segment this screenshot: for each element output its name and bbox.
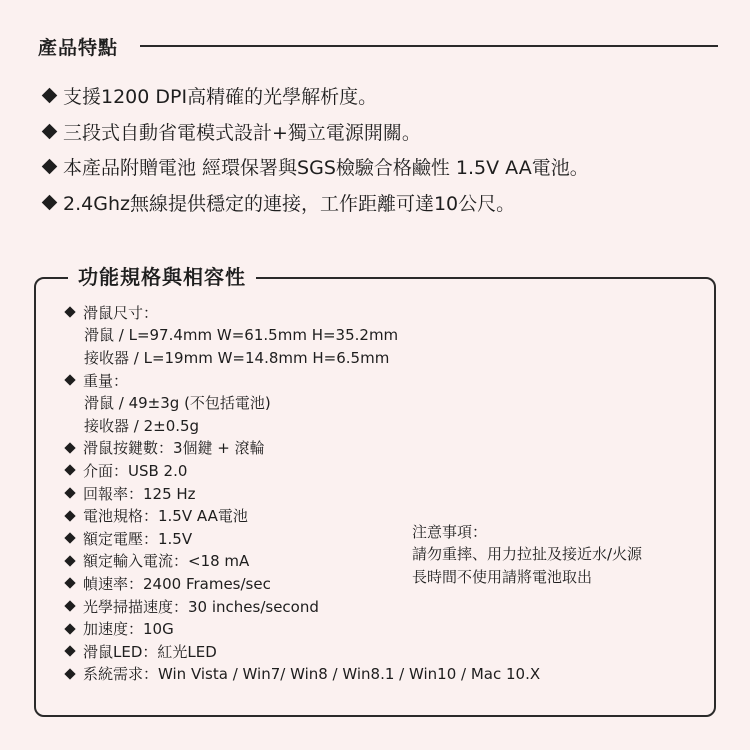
spec-row xyxy=(64,391,404,414)
spec-text: 滑鼠按鍵數：3個鍵 + 滾輪 xyxy=(83,439,265,458)
caution-title: 注意事項： xyxy=(412,522,488,541)
spec-text: 幀速率：2400 Frames/sec xyxy=(83,574,271,593)
feature-text: 支援1200 DPI高精確的光學解析度。 xyxy=(63,86,378,109)
spec-row xyxy=(64,595,404,618)
diamond-bullet-icon xyxy=(64,307,75,318)
diamond-bullet-icon xyxy=(42,159,58,175)
spec-panel xyxy=(34,265,716,717)
spec-text: 接收器 / L=19mm W=14.8mm H=6.5mm xyxy=(84,348,390,367)
diamond-bullet-icon xyxy=(42,194,58,210)
spec-text: 系統需求：Win Vista / Win7/ Win8 / Win8.1 / Win10 / Mac 10.X xyxy=(83,665,541,684)
spec-text: 接收器 / 2±0.5g xyxy=(84,416,200,435)
spec-row xyxy=(64,527,404,550)
spec-text: 介面：USB 2.0 xyxy=(83,461,188,480)
diamond-bullet-icon xyxy=(64,600,75,611)
caution-line: 請勿重摔、用力拉扯及接近水/火源 xyxy=(412,545,643,564)
spec-row xyxy=(64,324,404,347)
diamond-bullet-icon xyxy=(64,442,75,453)
spec-row xyxy=(64,572,404,595)
spec-text: 滑鼠LED：紅光LED xyxy=(83,642,217,661)
diamond-bullet-icon xyxy=(64,510,75,521)
caution-note xyxy=(412,520,712,588)
spec-text: 重量： xyxy=(83,371,129,390)
spec-row xyxy=(64,459,404,482)
spec-text: 電池規格：1.5V AA電池 xyxy=(83,507,248,526)
diamond-bullet-icon xyxy=(64,646,75,657)
diamond-bullet-icon xyxy=(64,465,75,476)
spec-text: 滑鼠 / L=97.4mm W=61.5mm H=35.2mm xyxy=(84,326,399,345)
diamond-bullet-icon xyxy=(64,533,75,544)
feature-item xyxy=(44,78,734,114)
spec-row xyxy=(64,369,404,392)
spec-row xyxy=(64,504,404,527)
diamond-bullet-icon xyxy=(64,374,75,385)
caution-line: 長時間不使用請將電池取出 xyxy=(412,567,593,586)
spec-title: 功能規格與相容性 xyxy=(78,265,246,289)
spec-row xyxy=(64,437,404,460)
feature-text: 2.4Ghz無線提供穩定的連接，工作距離可達10公尺。 xyxy=(63,192,516,215)
diamond-bullet-icon xyxy=(42,88,58,104)
diamond-bullet-icon xyxy=(64,555,75,566)
diamond-bullet-icon xyxy=(64,487,75,498)
spec-row xyxy=(64,640,404,663)
spec-text: 滑鼠尺寸： xyxy=(83,303,159,322)
spec-text: 額定電壓：1.5V xyxy=(83,529,193,548)
features-divider xyxy=(140,45,718,47)
spec-row xyxy=(64,301,404,324)
feature-item xyxy=(44,185,734,221)
diamond-bullet-icon xyxy=(42,123,58,139)
spec-text: 額定輸入電流：<18 mA xyxy=(83,552,250,571)
spec-row xyxy=(64,482,404,505)
spec-row xyxy=(64,346,404,369)
features-title: 產品特點 xyxy=(38,36,119,59)
spec-row xyxy=(64,663,541,686)
feature-text: 三段式自動省電模式設計+獨立電源開關。 xyxy=(63,121,421,144)
diamond-bullet-icon xyxy=(64,623,75,634)
spec-text: 加速度：10G xyxy=(83,620,174,639)
diamond-bullet-icon xyxy=(64,578,75,589)
spec-row xyxy=(64,617,404,640)
feature-list xyxy=(44,78,734,220)
spec-row xyxy=(64,550,404,573)
feature-item xyxy=(44,149,734,185)
spec-row xyxy=(64,414,404,437)
feature-item xyxy=(44,114,734,150)
spec-title-container xyxy=(68,262,256,292)
spec-text: 回報率：125 Hz xyxy=(83,484,196,503)
diamond-bullet-icon xyxy=(64,668,75,679)
spec-text: 光學掃描速度：30 inches/second xyxy=(83,597,319,616)
features-header xyxy=(38,32,718,60)
spec-text: 滑鼠 / 49±3g (不包括電池) xyxy=(84,394,271,413)
feature-text: 本產品附贈電池 經環保署與SGS檢驗合格鹼性 1.5V AA電池。 xyxy=(63,157,589,180)
